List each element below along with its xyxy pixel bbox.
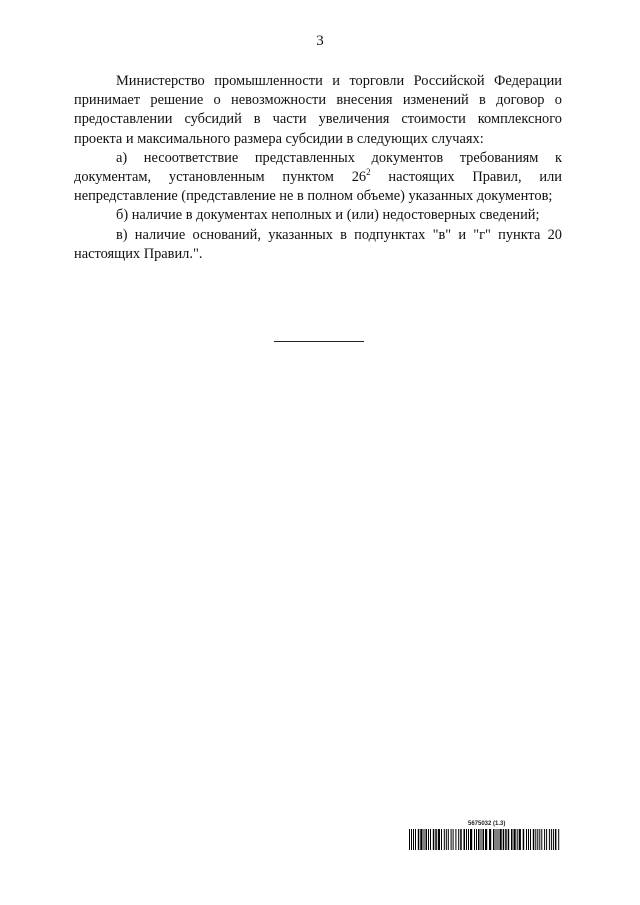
barcode-bar: [460, 829, 462, 850]
closing-divider-line: [274, 341, 364, 342]
barcode-bar: [493, 829, 495, 850]
barcode-bar: [444, 829, 445, 850]
barcode-bar: [435, 829, 437, 850]
barcode-bar: [539, 829, 540, 850]
barcode-bar: [411, 829, 412, 850]
barcode-bar: [526, 829, 527, 850]
barcode-bar: [446, 829, 447, 850]
barcode-bar: [420, 829, 422, 850]
barcode-bar: [430, 829, 431, 850]
barcode-bar: [468, 829, 469, 850]
barcode-bar: [464, 829, 466, 850]
barcode-bar: [441, 829, 442, 850]
barcode-bar: [451, 829, 452, 850]
barcode-bar: [537, 829, 538, 850]
barcode-bar: [558, 829, 559, 850]
barcode-bar: [458, 829, 459, 850]
document-code: 5675032 (1.3): [468, 821, 506, 827]
barcode-bar: [448, 829, 449, 850]
barcode-bar: [424, 829, 425, 850]
paragraph-item-v: в) наличие оснований, указанных в подпунктах "в" и "г" пункта 20 настоящих Правил.".: [74, 226, 562, 262]
barcode-bar: [418, 829, 420, 850]
barcode-bar: [523, 829, 525, 850]
barcode-bar: [530, 829, 531, 850]
barcode-bar: [519, 829, 521, 850]
barcode-bar: [544, 829, 545, 850]
barcode-bar: [483, 829, 485, 850]
barcode-bar: [426, 829, 428, 850]
barcode-bar: [474, 829, 475, 850]
barcode-bar: [551, 829, 552, 850]
barcode-bar: [503, 829, 505, 850]
barcode-bar: [481, 829, 482, 850]
document-body: [74, 72, 562, 264]
barcode-bar: [413, 829, 414, 850]
barcode-bar: [553, 829, 554, 850]
barcode-bar: [455, 829, 456, 850]
barcode-bar: [489, 829, 491, 850]
item-a-superscript: 2: [366, 167, 371, 178]
barcode-bar: [511, 829, 513, 850]
barcode-bar: [528, 829, 529, 850]
barcode-bar: [433, 829, 435, 850]
barcode-bar: [535, 829, 536, 850]
barcode-bar: [549, 829, 550, 850]
barcode-bar: [466, 829, 467, 850]
item-a-text-end: настоящих Правил, или непредставление (представление не в полном объеме) указанных документов;: [74, 169, 562, 205]
barcode-bar: [496, 829, 497, 850]
barcode-bar: [409, 829, 410, 850]
barcode-image: [409, 829, 561, 850]
barcode-bar: [517, 829, 518, 850]
barcode-bar: [470, 829, 472, 850]
paragraph-intro: Министерство промышленности и торговли Российской Федерации принимает решение о невозможности внесения изменений в договор о предоставлении субсидий в части увеличения стоимости комплексного проекта и максимального размера субсидии в следующих случаях:: [74, 73, 562, 147]
page-number: 3: [316, 33, 324, 49]
barcode-bar: [514, 829, 516, 850]
barcode-bar: [478, 829, 480, 850]
barcode-bar: [533, 829, 535, 850]
barcode-bar: [546, 829, 547, 850]
paragraph-item-b: б) наличие в документах неполных и (или) недостоверных сведений;: [116, 207, 540, 224]
barcode-bar: [498, 829, 499, 850]
barcode-bar: [428, 829, 429, 850]
barcode-bar: [438, 829, 440, 850]
barcode-bar: [485, 829, 487, 850]
barcode-bar: [505, 829, 507, 850]
barcode-bar: [500, 829, 502, 850]
barcode-bar: [508, 829, 510, 850]
barcode-bar: [555, 829, 557, 850]
barcode-bar: [453, 829, 454, 850]
barcode-bar: [476, 829, 477, 850]
paragraph-item-a: [74, 149, 562, 207]
barcode-bar: [415, 829, 416, 850]
barcode-bar: [541, 829, 542, 850]
item-a-text-start: а) несоответствие представленных документов требованиям к документам, установленным пунктом 26: [74, 149, 562, 186]
